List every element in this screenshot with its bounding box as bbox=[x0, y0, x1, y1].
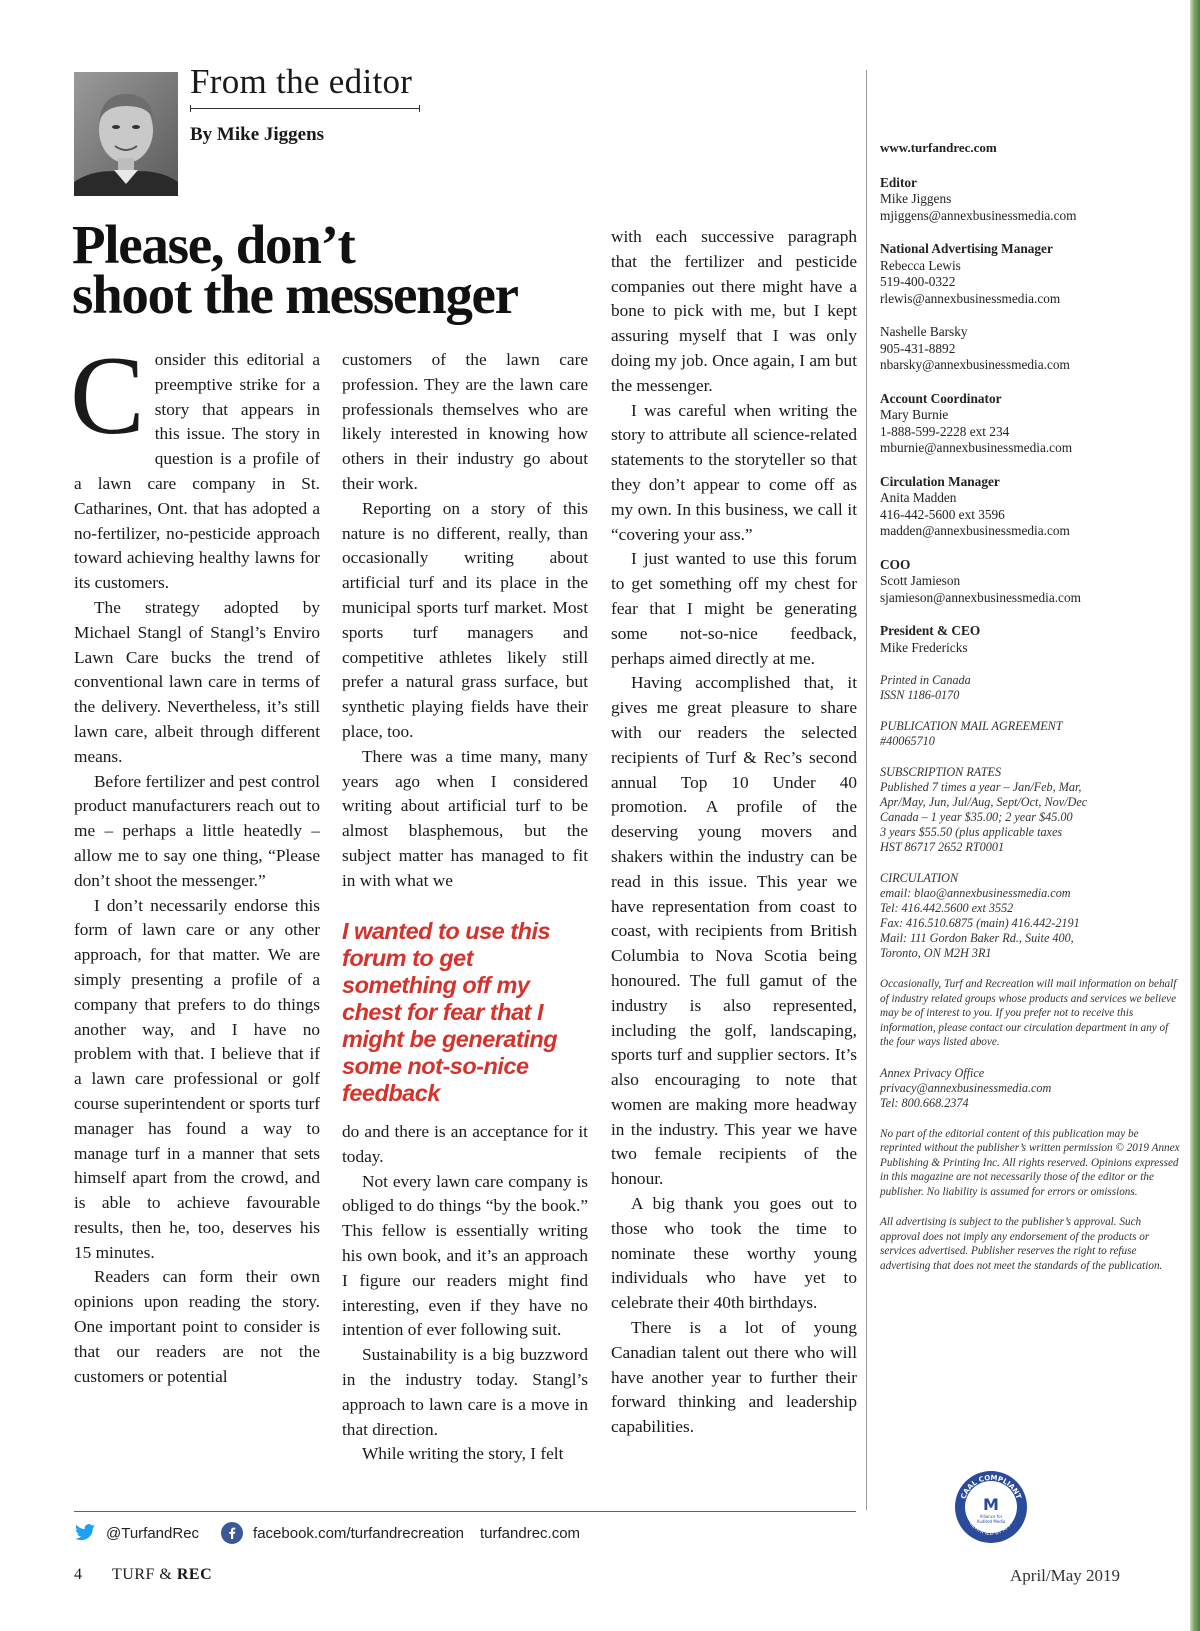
masthead-printing: Printed in Canada ISSN 1186-0170 bbox=[880, 673, 971, 702]
column-divider bbox=[866, 70, 867, 1510]
seal-top-text: CAAL COMPLIANT bbox=[959, 1473, 1023, 1501]
article-paragraph: Sustainability is a big buzzword in the industry today. Stangl’s approach to lawn care is a move in that direction. bbox=[342, 1345, 588, 1439]
social-links bbox=[74, 1522, 580, 1544]
article-paragraph: Not every lawn care company is obliged to do things “by the book.” This fellow is essentially writing his own book, and it’s an approach I figure our readers might find interesting, even if they have no intention of ever following suit. bbox=[342, 1171, 588, 1340]
twitter-handle[interactable]: @TurfandRec bbox=[106, 1524, 200, 1542]
article-paragraph: While writing the story, I felt bbox=[362, 1444, 564, 1464]
masthead-role: Editor bbox=[880, 174, 917, 190]
byline: By Mike Jiggens bbox=[190, 124, 325, 145]
masthead-subscription: SUBSCRIPTION RATES Published 7 times a year – Jan/Feb, Mar, Apr/May, Jun, Jul/Aug, Sept/Oct, Nov/Dec Canada – 1 year $35.00; 2 year $45.00 3 years $55.50 (plus applicable taxes HST 86717 2652 RT0001 bbox=[880, 765, 1088, 854]
masthead-privacy: Annex Privacy Office privacy@annexbusinessmedia.com Tel: 800.668.2374 bbox=[880, 1065, 1052, 1110]
article-paragraph: Readers can form their own opinions upon reading the story. One important point to consider is that our readers are not the customers or potential bbox=[74, 1267, 320, 1386]
masthead-url[interactable]: www.turfandrec.com bbox=[880, 140, 997, 155]
masthead-email[interactable]: rlewis@annexbusinessmedia.com bbox=[880, 290, 1061, 306]
masthead-name: Anita Madden bbox=[880, 490, 957, 505]
masthead-role: Account Coordinator bbox=[880, 390, 1002, 406]
headline bbox=[72, 214, 592, 325]
article-paragraph: Reporting on a story of this nature is no different, really, than occasionally writing about artificial turf and its place in the municipal sports turf market. Most sports turf managers and competitive athletes likely still prefer a natural grass surface, but synthetic playing fields have their place, too. bbox=[342, 498, 588, 741]
article-column-3 bbox=[611, 225, 857, 1440]
masthead-role: National Advertising Manager bbox=[880, 241, 1053, 256]
masthead-advertising-manager-2 bbox=[880, 324, 1180, 374]
article-paragraph: Before fertilizer and pest control product manufacturers reach out to me – perhaps a little heatedly – allow me to say one thing, “Please don’t shoot the messenger.” bbox=[74, 771, 320, 890]
masthead-phone: 416-442-5600 ext 3596 bbox=[880, 506, 1005, 522]
footer-rule bbox=[74, 1511, 856, 1512]
masthead-advertising-manager bbox=[880, 241, 1180, 307]
masthead-email[interactable]: sjamieson@annexbusinessmedia.com bbox=[880, 589, 1081, 605]
article-column-2-continued bbox=[342, 1120, 588, 1467]
masthead-role: President & CEO bbox=[880, 623, 981, 638]
masthead-name: Scott Jamieson bbox=[880, 573, 961, 588]
seal-line-1: Alliance for bbox=[979, 1514, 1003, 1519]
article-paragraph: customers of the lawn care profession. They are the lawn care professionals themselves who are likely interested in knowing how others in their industry go about their work. bbox=[342, 350, 588, 493]
issue-date: April/May 2019 bbox=[1010, 1566, 1121, 1585]
masthead-name: Mike Jiggens bbox=[880, 191, 952, 206]
masthead-account-coordinator bbox=[880, 391, 1180, 457]
headline-line-2: shoot the messenger bbox=[72, 264, 518, 325]
masthead-phone: 1-888-599-2228 ext 234 bbox=[880, 423, 1010, 439]
masthead-name: Mike Fredericks bbox=[880, 639, 968, 655]
article-paragraph: I don’t necessarily endorse this form of lawn care or any other approach, for that matter. We are simply presenting a profile of a company that prefers to do things another way, and I have no problem with that. I believe that if a lawn care professional or golf course superintendent or sports turf manager has found a way to manage turf in a manner that sets himself apart from the crowd, and is able to achieve favourable results, then he, too, deserves his 15 minutes. bbox=[74, 895, 320, 1262]
editor-headshot bbox=[74, 72, 178, 196]
header-rule bbox=[190, 108, 420, 109]
svg-text:M: M bbox=[983, 1495, 999, 1514]
masthead-role: Circulation Manager bbox=[880, 473, 1000, 489]
twitter-icon[interactable] bbox=[74, 1522, 96, 1544]
page-edge-decoration bbox=[1190, 0, 1200, 1631]
masthead-email[interactable]: nbarsky@annexbusinessmedia.com bbox=[880, 357, 1070, 372]
masthead-copyright-notice: No part of the editorial content of this publication may be reprinted without the publisher’s written permission © 2019 Annex Publishing & Printing Inc. All rights reserved. Opinions expressed in this magazine are not necessarily those of the editor or the publisher. No liability is assumed for errors or omissions. bbox=[880, 1127, 1180, 1198]
article-paragraph: I just wanted to use this forum to get something off my chest for fear that I might be generating some not-so-nice feedback, perhaps aimed directly at me. bbox=[611, 549, 857, 668]
section-label: From the editor bbox=[190, 62, 413, 101]
masthead bbox=[880, 140, 1180, 1289]
article-paragraph: There is a lot of young Canadian talent out there who will have another year to further their forward thinking and leadership capabilities. bbox=[611, 1318, 857, 1437]
page-number: 4 bbox=[74, 1566, 82, 1583]
magazine-name: TURF & REC bbox=[112, 1566, 213, 1583]
website-link[interactable]: turfandrec.com bbox=[480, 1524, 581, 1542]
article-paragraph: A big thank you goes out to those who took the time to nominate these worthy young individuals who have yet to celebrate their 40th birthdays. bbox=[611, 1194, 857, 1313]
facebook-link[interactable]: facebook.com/turfandrecreation bbox=[253, 1524, 464, 1542]
aam-seal bbox=[954, 1470, 1028, 1544]
seal-bottom-text: CERTIFIED BY AAM bbox=[967, 1520, 1015, 1538]
article-paragraph: The strategy adopted by Michael Stangl of Stangl’s Enviro Lawn Care bucks the trend of conventional lawn care in terms of the delivery. Nevertheless, it’s still lawn care, albeit through different means. bbox=[74, 597, 320, 766]
masthead-editor bbox=[880, 175, 1180, 225]
article-column-2 bbox=[342, 348, 588, 894]
masthead-mail-notice: Occasionally, Turf and Recreation will mail information on behalf of industry related groups whose products and services we believe may be of interest to you. If you prefer not to receive this information, please contact our circulation department in any of the four ways listed above. bbox=[880, 978, 1177, 1048]
masthead-role: COO bbox=[880, 556, 911, 572]
article-paragraph: with each successive paragraph that the fertilizer and pesticide companies out there might have a bone to pick with me, but I kept assuring myself that I was only doing my job. Once again, I am but the messenger. bbox=[611, 227, 857, 395]
seal-line-2: Audited Media bbox=[976, 1519, 1006, 1524]
masthead-circulation-manager bbox=[880, 474, 1180, 540]
masthead-circulation: CIRCULATION email: blao@annexbusinessmedia.com Tel: 416.442.5600 ext 3552 Fax: 416.510.6875 (main) 416.442-2191 Mail: 111 Gordon Baker Rd., Suite 400, Toronto, ON M2H 3R1 bbox=[880, 871, 1080, 960]
masthead-ceo bbox=[880, 623, 1180, 656]
masthead-name: Nashelle Barsky bbox=[880, 324, 968, 339]
pull-quote: I wanted to use this forum to get something off my chest for fear that I might be generating some not-so-nice feedback bbox=[342, 918, 558, 1106]
masthead-advertising-notice: All advertising is subject to the publisher’s approval. Such approval does not imply any endorsement of the products or services advertised. Publisher reserves the right to refuse advertising that does not meet the standards of the publication. bbox=[880, 1216, 1163, 1272]
masthead-phone: 905-431-8892 bbox=[880, 340, 956, 356]
article-paragraph: I was careful when writing the story to attribute all science-related statements to the storyteller so that they don’t appear to come off as my own. In this business, we call it “covering your ass.” bbox=[611, 400, 857, 544]
article-paragraph: Consider this editorial a preemptive strike for a story that appears in this issue. The story in question is a profile of a lawn care company in St. Catharines, Ont. that has adopted a no-fertilizer, no-pesticide approach toward achieving healthy lawns for its customers. bbox=[70, 334, 320, 593]
drop-cap: C bbox=[70, 334, 145, 458]
facebook-icon[interactable] bbox=[221, 1522, 243, 1544]
masthead-mail-agreement: PUBLICATION MAIL AGREEMENT #40065710 bbox=[880, 719, 1063, 748]
article-paragraph: do and there is an acceptance for it today. bbox=[342, 1122, 588, 1166]
masthead-name: Rebecca Lewis bbox=[880, 257, 961, 273]
article-column-1 bbox=[70, 334, 320, 1389]
article-paragraph: Having accomplished that, it gives me great pleasure to share with our readers the selected recipients of Turf & Rec’s second annual Top 10 Under 40 promotion. A profile of the deserving young movers and shakers within the industry can be read in this issue. This year we have representation from coast to coast, with recipients from British Columbia to Nova Scotia being honoured. The full gamut of the industry is also represented, including the golf, landscaping, sports turf and supplier sectors. It’s also encouraging to note that women are making more headway in the industry. This year we have two female recipients of the honour. bbox=[611, 673, 857, 1189]
masthead-phone: 519-400-0322 bbox=[880, 274, 956, 289]
masthead-email[interactable]: mburnie@annexbusinessmedia.com bbox=[880, 440, 1073, 455]
masthead-email[interactable]: mjiggens@annexbusinessmedia.com bbox=[880, 207, 1077, 223]
headline-line-1: Please, don’t bbox=[72, 214, 355, 275]
masthead-name: Mary Burnie bbox=[880, 407, 949, 422]
article-paragraph: There was a time many, many years ago when I considered writing about artificial turf to be almost blasphemous, but the subject matter has managed to fit in with what we bbox=[342, 746, 588, 890]
masthead-coo bbox=[880, 557, 1180, 607]
masthead-email[interactable]: madden@annexbusinessmedia.com bbox=[880, 523, 1070, 538]
